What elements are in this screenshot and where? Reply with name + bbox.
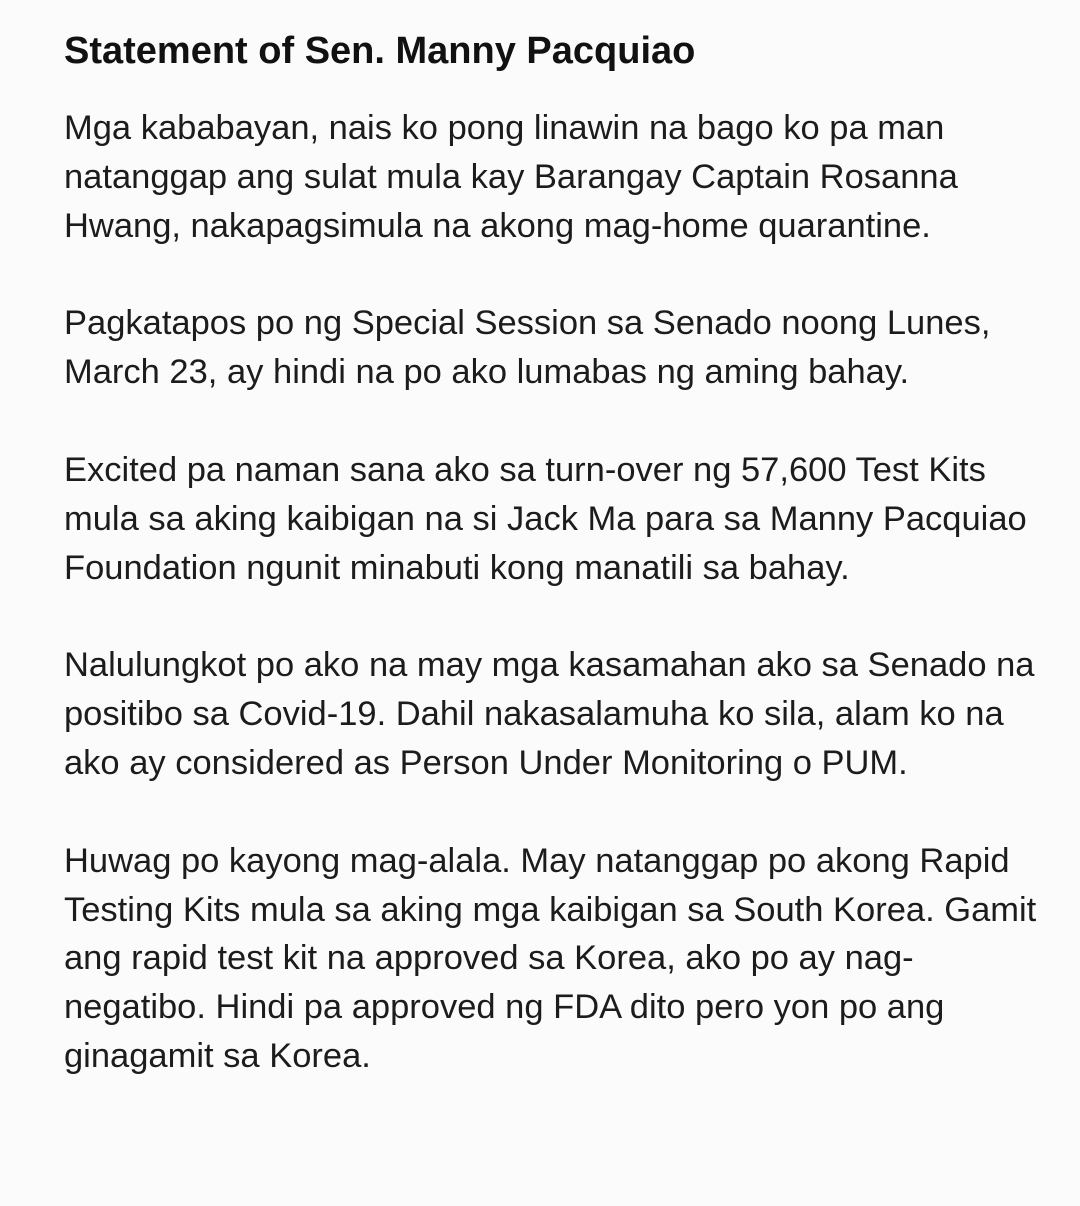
paragraph-special-session: Pagkatapos po ng Special Session sa Senado noong Lunes, March 23, ay hindi na po ako lumabas ng aming bahay. bbox=[64, 304, 991, 392]
paragraph-rapid-testing: Huwag po kayong mag-alala. May natanggap po akong Rapid Testing Kits mula sa aking mga kaibigan sa South Korea. Gamit ang rapid test kit na approved sa Korea, ako po ay nag-negatibo. Hindi pa approved ng FDA dito pero yon po ang ginagamit sa Korea. bbox=[64, 841, 1037, 1075]
paragraph-covid-colleagues: Nalulungkot po ako na may mga kasamahan ako sa Senado na positibo sa Covid-19. Dahil nakasalamuha ko sila, alam ko na ako ay considered as Person Under Monitoring o PUM. bbox=[64, 646, 1035, 782]
paragraph-home-quarantine: Mga kababayan, nais ko pong linawin na bago ko pa man natanggap ang sulat mula kay Barangay Captain Rosanna Hwang, nakapagsimula na akong mag-home quarantine. bbox=[64, 109, 958, 245]
statement-title: Statement of Sen. Manny Pacquiao bbox=[64, 30, 696, 72]
paragraph-test-kits: Excited pa naman sana ako sa turn-over ng 57,600 Test Kits mula sa aking kaibigan na si Jack Ma para sa Manny Pacquiao Foundation ngunit minabuti kong manatili sa bahay. bbox=[64, 450, 1027, 587]
